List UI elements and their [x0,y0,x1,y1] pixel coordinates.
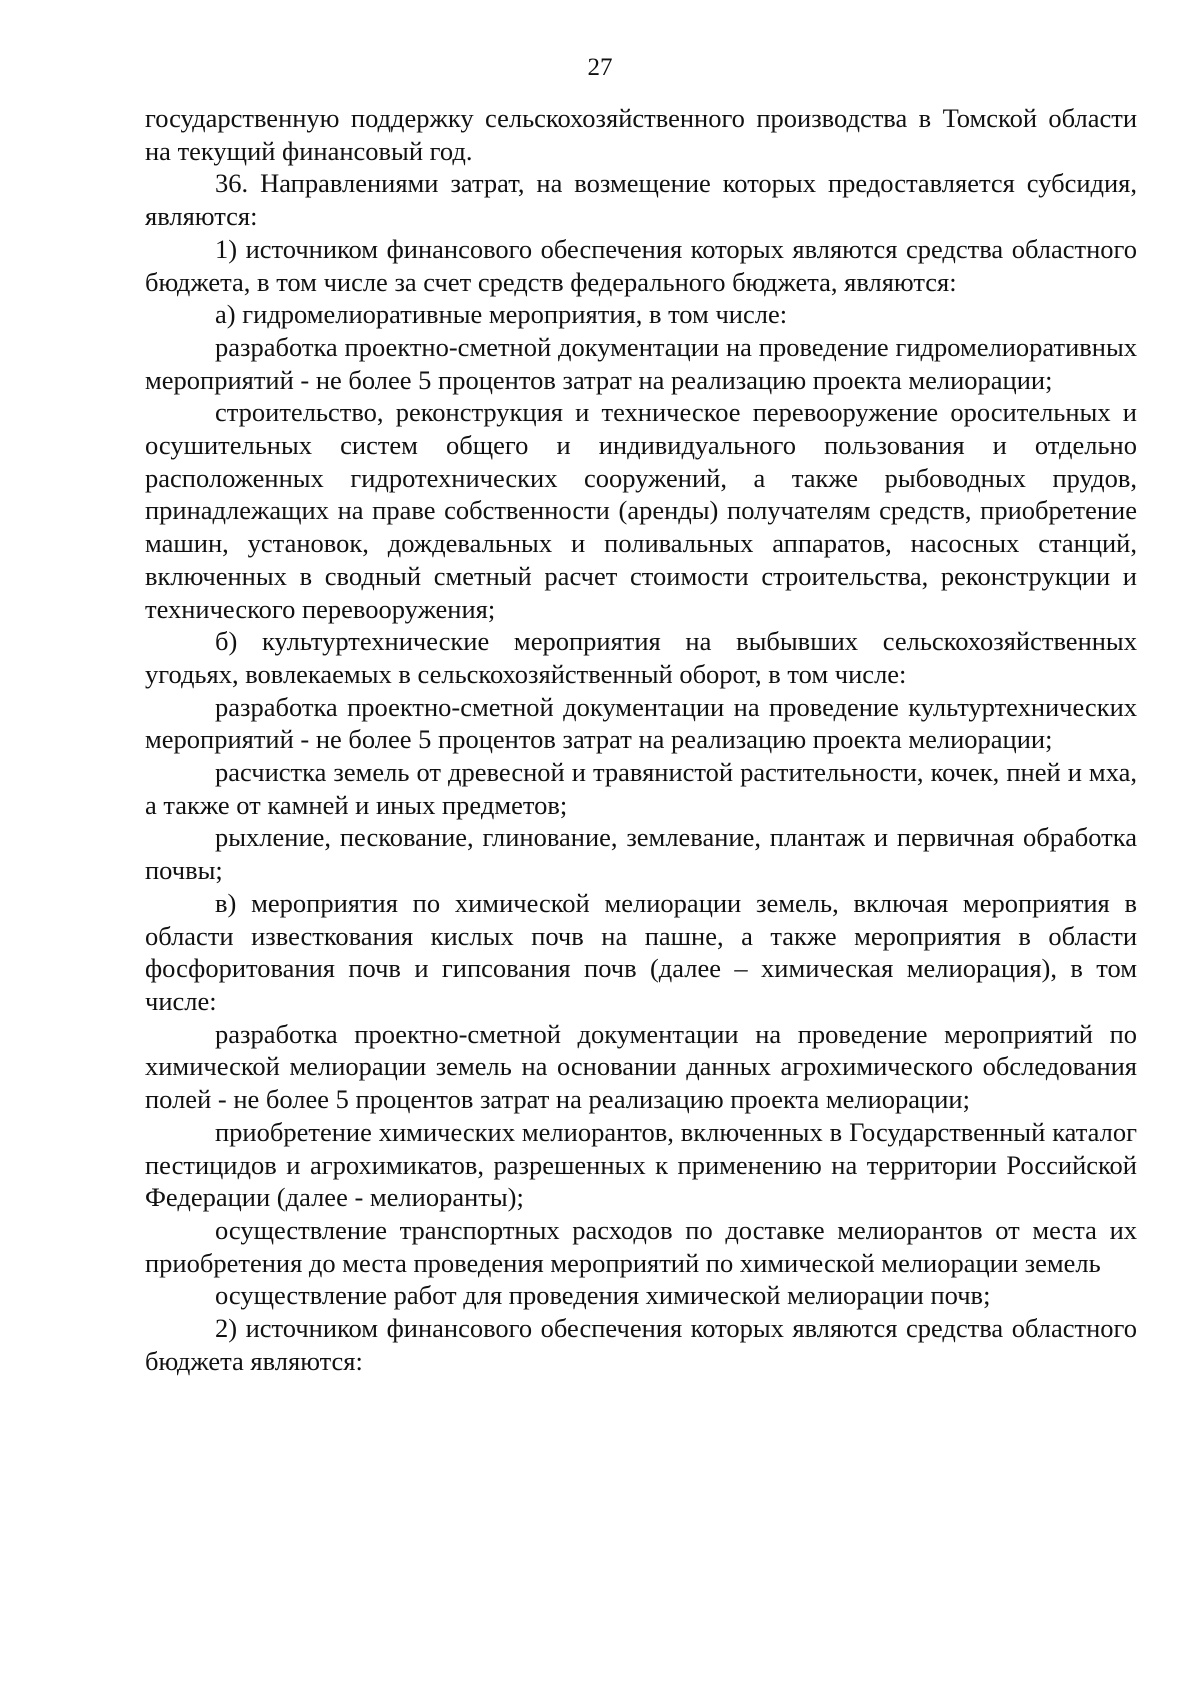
paragraph: строительство, реконструкция и техническое перевооружение оросительных и осушительных систем общего и индивидуального пользования и отдельно расположенных гидротехнических сооружений, а также рыбоводных прудов, принадлежащих на праве собственности (аренды) получателям средств, приобретение машин, установок, дождевальных и поливальных аппаратов, насосных станций, включенных в сводный сметный расчет стоимости строительства, реконструкции и технического перевооружения; [145,397,1137,624]
page-number: 27 [587,54,613,81]
paragraph: 2) источником финансового обеспечения которых являются средства областного бюджета являются: [145,1313,1137,1376]
paragraph: разработка проектно-сметной документации на проведение мероприятий по химической мелиорации земель на основании данных агрохимического обследования полей - не более 5 процентов затрат на реализацию проекта мелиорации; [145,1018,1137,1115]
paragraph: 1) источником финансового обеспечения которых являются средства областного бюджета, в том числе за счет средств федерального бюджета, являются: [145,233,1137,297]
paragraph: б) культуртехнические мероприятия на выбывших сельскохозяйственных угодьях, вовлекаемых в сельскохозяйственный оборот, в том числе: [145,626,1137,689]
paragraph: разработка проектно-сметной документации на проведение культуртехнических мероприятий - не более 5 процентов затрат на реализацию проекта мелиорации; [145,691,1137,755]
paragraph: приобретение химических мелиорантов, включенных в Государственный каталог пестицидов и агрохимикатов, разрешенных к применению на территории Российской Федерации (далее - мелиоранты); [145,1116,1137,1213]
paragraph: 36. Направлениями затрат, на возмещение которых предоставляется субсидия, являются: [145,168,1137,232]
paragraph: государственную поддержку сельскохозяйственного производства в Томской области на текущий финансовый год. [145,103,1137,166]
paragraph: а) гидромелиоративные мероприятия, в том числе: [215,299,788,330]
paragraph: расчистка земель от древесной и травянистой растительности, кочек, пней и мха, а также от камней и иных предметов; [145,757,1137,820]
paragraph: осуществление транспортных расходов по доставке мелиорантов от места их приобретения до места проведения мероприятий по химической мелиорации земель [145,1214,1137,1278]
paragraph: в) мероприятия по химической мелиорации земель, включая мероприятия в области известкования кислых почв на пашне, а также мероприятия в области фосфоритования почв и гипсования почв (далее – химическая мелиорация), в том числе: [145,887,1137,1016]
paragraph: разработка проектно-сметной документации на проведение гидромелиоративных мероприятий - не более 5 процентов затрат на реализацию проекта мелиорации; [145,331,1137,395]
paragraph: рыхление, пескование, глинование, землевание, плантаж и первичная обработка почвы; [145,822,1137,886]
paragraph: осуществление работ для проведения химической мелиорации почв; [215,1280,991,1311]
document-body [145,102,1137,1377]
